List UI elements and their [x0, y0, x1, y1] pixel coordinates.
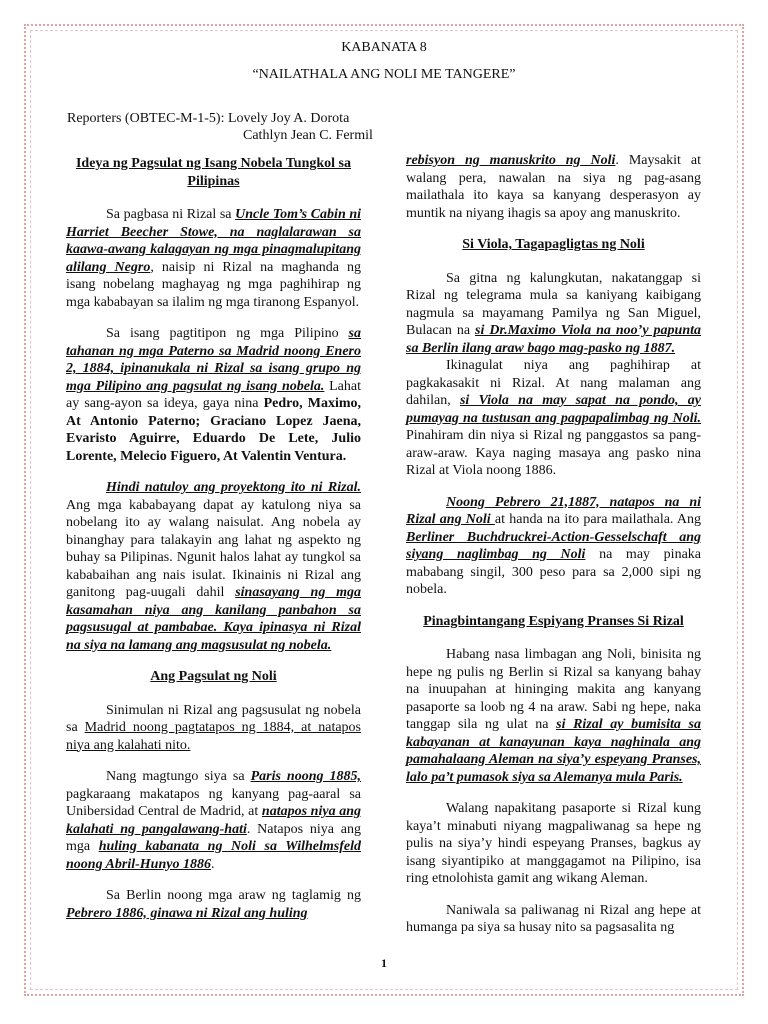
paragraph: rebisyon ng manuskrito ng Noli. Maysakit at walang pera, nawalan na siya ng pag-asang mailathala ito kaya sa kanyang desperasyon ay muntik na niyang ihagis sa apoy ang manuskrito. — [406, 153, 701, 221]
paragraph: Nang magtungo siya sa Paris noong 1885, pagkaraang makatapos ng kanyang pag-aaral sa Unibersidad Central de Madrid, at natapos niya ang kalahati ng pangalawang-hati. Natapos niya ang mga huling kabanata ng Noli sa Wilhelmsfeld noong Abril-Hunyo 1886. — [66, 769, 361, 872]
paragraph: Habang nasa limbagan ang Noli, binisita ng hepe ng pulis ng Berlin si Rizal sa kanyang bahay na inuupahan at hininging makita ang kanyang pasaporte sa loob ng 4 na araw. Sabi ng hepe, naka tanggap sila ng ulat na si Rizal ay bumisita sa kabayanan at kanayunan kaya naghinala ang pamahalaang Aleman na siya’y espeyang Pranses, lalo pa’t pumasok siya sa Alemanya mula Paris. — [406, 647, 702, 785]
paragraph: Sa Berlin noong mga araw ng taglamig ng Pebrero 1886, ginawa ni Rizal ang huling — [66, 888, 361, 921]
section-heading-espiya: Pinagbintangang Espiyang Pranses Si Rizal — [423, 613, 684, 629]
paragraph: Noong Pebrero 21,1887, natapos na ni Rizal ang Noli at handa na ito para mailathala. Ang Berliner Buchdruckrei-Action-Gesselschaft ang siyang naglimbag ng Noli na may pinaka mababang singil, 300 peso para sa 2,000 sipi ng nobela. — [406, 494, 702, 597]
section-heading-pagsulat: Ang Pagsulat ng Noli — [150, 669, 277, 684]
paragraph: Sinimulan ni Rizal ang pagsusulat ng nobela sa Madrid noong pagtatapos ng 1884, at natapos niya ang kalahati nito. — [66, 702, 362, 753]
section-heading-viola: Si Viola, Tagapagligtas ng Noli — [462, 237, 645, 252]
section-heading-ideya: Ideya ng Pagsulat ng Isang Nobela Tungkol sa Pilipinas — [75, 156, 352, 189]
reporters-line-2: Cathlyn Jean C. Fermil — [243, 128, 373, 143]
paragraph: Sa pagbasa ni Rizal sa Uncle Tom’s Cabin ni Harriet Beecher Stowe, na naglalarawan sa kaawa-awang kalagayan ng mga pinagmalupitang alilang Negro, naisip ni Rizal na maghanda ng isang nobelang maghayag ng mga paghihirap ng mga kababayan sa ilalim ng mga tiranong Espanyol. — [66, 207, 361, 310]
left-column — [66, 155, 361, 936]
right-column — [406, 152, 701, 951]
paragraph: Ikinagulat niya ang paghihirap at pagkakasakit ni Rizal. At nang malaman ang dahilan, si Viola na may sapat na pondo, ay pumayag na tustusan ang pagpapalimbag ng Noli. Pinahiram din niya si Rizal ng panggastos sa pang-araw-araw. Kaya naging masaya ang pasko nina Rizal at Viola noong 1886. — [406, 358, 701, 478]
reporters-line-1: Reporters (OBTEC-M-1-5): Lovely Joy A. Dorota — [67, 111, 350, 126]
page-number: 1 — [381, 956, 387, 970]
chapter-heading: KABANATA 8 — [341, 40, 427, 55]
paragraph: Naniwala sa paliwanag ni Rizal ang hepe at humanga pa siya sa husay nito sa pagsasalita ng — [406, 902, 701, 935]
reporters-block — [67, 110, 373, 144]
paragraph: Hindi natuloy ang proyektong ito ni Rizal. Ang mga kababayang dapat ay katulong niya sa nobelang ito ay walang naisulat. Ang nobela ay binanghay para talakayin ang lahat ng aspekto ng buhay sa Pilipinas. Ngunit halos lahat ay tungkol sa kababaihan ang nais isulat. Ikinainis ni Rizal ang ganitong pag-uugali dahil sinasayang ng mga kasamahan niya ang kanilang panbahon sa pagsusugal at pambabae. Kaya ipinasya ni Rizal na siya na lamang ang magsusulat ng nobela. — [66, 480, 362, 653]
paragraph: Sa isang pagtitipon ng mga Pilipino sa tahanan ng mga Paterno sa Madrid noong Enero 2, 1884, ipinanukala ni Rizal sa isang grupo ng mga Pilipino ang pagsulat ng isang nobela. Lahat ay sang-ayon sa ideya, gaya nina Pedro, Maximo, At Antonio Paterno; Graciano Lopez Jaena, Evaristo Aguirre, Eduardo De Lete, Julio Lorente, Melecio Figuero, At Valentin Ventura. — [66, 326, 362, 464]
paragraph: Walang napakitang pasaporte si Rizal kung kaya’t minabuti niyang magpaliwanag sa hepe ng pulis na siya’y hindi espeyang Pranses, bagkus ay isang siyantipiko at manggagamot na Pilipino, isa ring etnolohista gamit ang wikang Aleman. — [406, 801, 701, 886]
paragraph: Sa gitna ng kalungkutan, nakatanggap si Rizal ng telegrama mula sa kaniyang kaibigang nagmula sa mayamang Pamilya ng San Miguel, Bulacan na si Dr.Maximo Viola na noo’y papunta sa Berlin ilang araw bago mag-pasko ng 1887. — [406, 270, 701, 356]
chapter-title: “NAILATHALA ANG NOLI ME TANGERE” — [252, 67, 516, 82]
